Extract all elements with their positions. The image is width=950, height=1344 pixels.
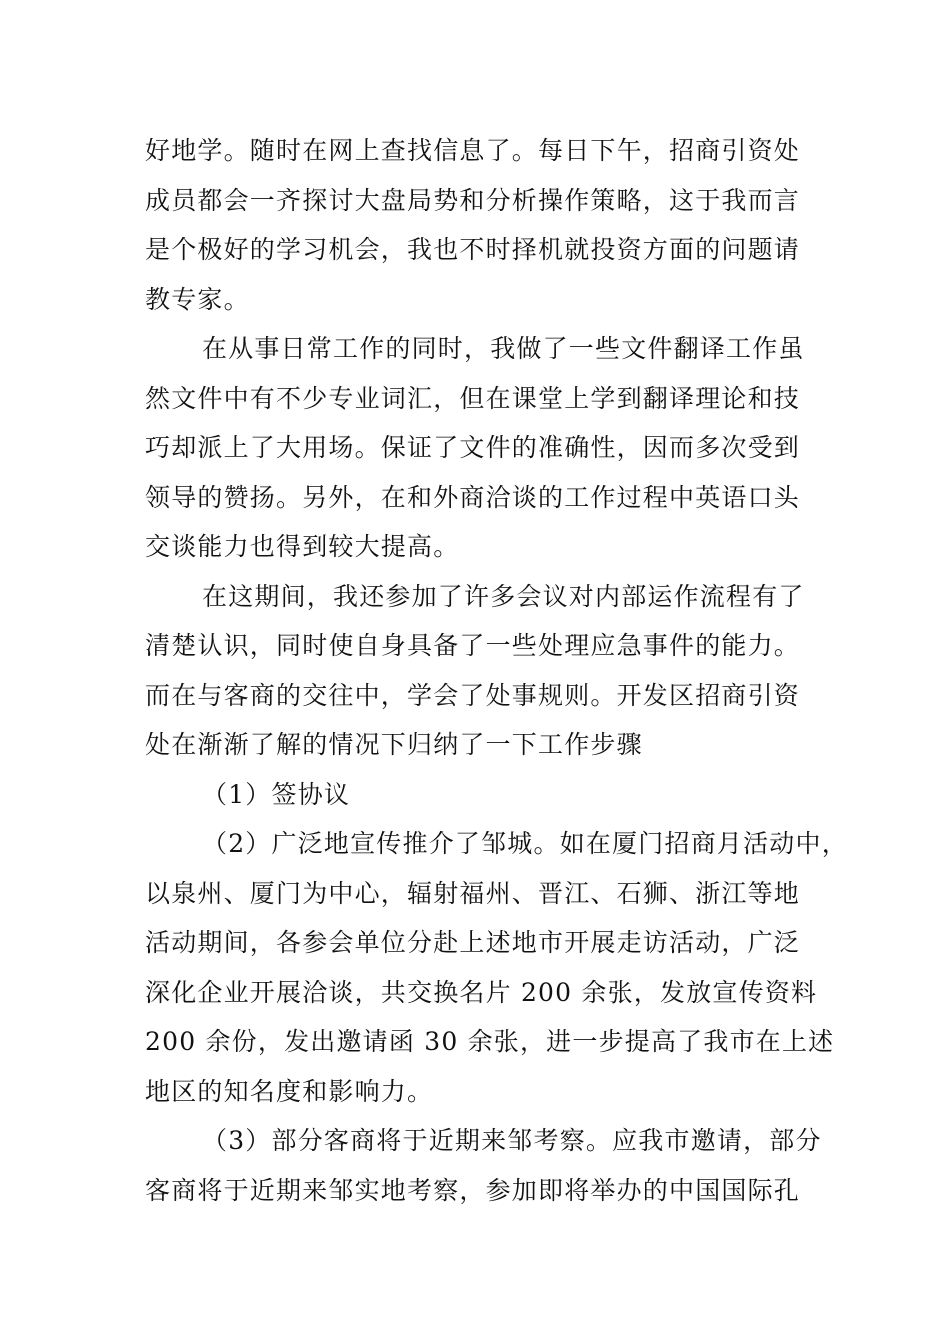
list-item-2: （2）广泛地宣传推介了邹城。如在厦门招商月活动中， bbox=[202, 829, 848, 858]
text-line: 客商将于近期来邹实地考察，参加即将举办的中国国际孔 bbox=[145, 1175, 801, 1205]
document-body bbox=[145, 126, 848, 1215]
text-line: 地区的知名度和影响力。 bbox=[145, 1076, 434, 1106]
text-line: 成员都会一齐探讨大盘局势和分析操作策略，这于我而言 bbox=[145, 185, 801, 215]
text-line: 清楚认识，同时使自身具备了一些处理应急事件的能力。 bbox=[145, 631, 801, 660]
text-line: 是个极好的学习机会，我也不时择机就投资方面的问题请 bbox=[145, 235, 801, 264]
text-line: 深化企业开展洽谈，共交换名片 200 余张，发放宣传资料 bbox=[145, 977, 818, 1007]
text-line: 好地学。随时在网上查找信息了。每日下午，招商引资处 bbox=[145, 136, 801, 165]
text-line: 200 余份，发出邀请函 30 余张，进一步提高了我市在上述 bbox=[145, 1027, 835, 1056]
paragraph-start-line: 在从事日常工作的同时，我做了一些文件翻译工作虽 bbox=[202, 334, 805, 363]
paragraph-start-line: 在这期间，我还参加了许多会议对内部运作流程有了 bbox=[202, 581, 805, 611]
text-line: 巧却派上了大用场。保证了文件的准确性，因而多次受到 bbox=[145, 433, 801, 462]
text-line: 教专家。 bbox=[145, 284, 250, 314]
text-line: 处在渐渐了解的情况下归纳了一下工作步骤 bbox=[145, 730, 643, 759]
list-item-3: （3）部分客商将于近期来邹考察。应我市邀请，部分 bbox=[202, 1126, 822, 1155]
text-line: 以泉州、厦门为中心，辐射福州、晋江、石狮、浙江等地 bbox=[145, 878, 801, 908]
text-line: 然文件中有不少专业词汇，但在课堂上学到翻译理论和技 bbox=[145, 383, 801, 413]
text-line: 领导的赞扬。另外，在和外商洽谈的工作过程中英语口头 bbox=[145, 482, 801, 512]
list-item-1: （1）签协议 bbox=[202, 779, 351, 809]
text-line: 活动期间，各参会单位分赴上述地市开展走访活动，广泛 bbox=[145, 928, 801, 957]
text-line: 交谈能力也得到较大提高。 bbox=[145, 532, 460, 561]
text-line: 而在与客商的交往中，学会了处事规则。开发区招商引资 bbox=[145, 680, 801, 710]
